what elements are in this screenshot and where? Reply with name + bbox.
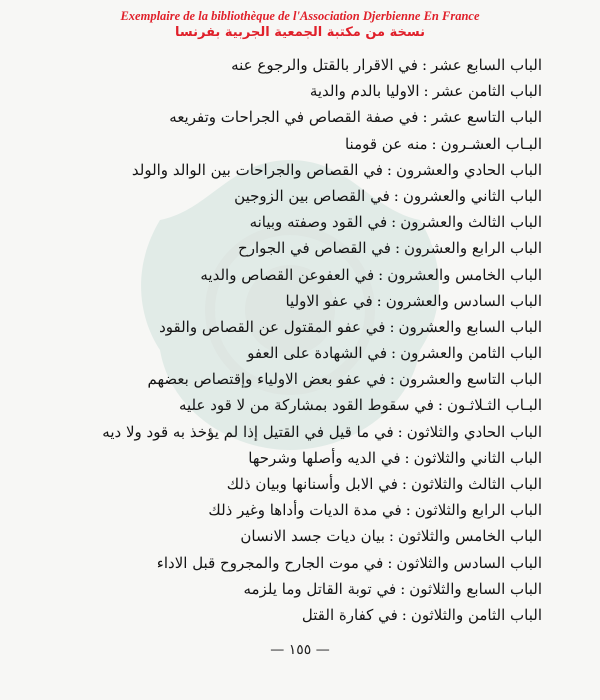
toc-entry	[2, 131, 542, 157]
chapter-label: الباب التاسع عشر	[431, 108, 542, 127]
separator: :	[393, 186, 399, 205]
toc-entry	[2, 366, 542, 392]
toc-entry	[2, 157, 542, 183]
chapter-title: في موت الجارح والمجروح قبل الاداء	[156, 553, 384, 572]
chapter-label: الباب السابع عشر	[431, 56, 542, 74]
chapter-label: الباب السابع والثلاثون	[409, 579, 542, 598]
separator: :	[405, 501, 411, 520]
toc-entry	[2, 262, 542, 288]
toc-entry	[2, 183, 542, 209]
chapter-title: في الديه وأصلها وشرحها	[248, 448, 401, 467]
chapter-title: في القصاص بين الزوجين	[234, 186, 390, 205]
separator: :	[437, 396, 443, 415]
chapter-label: الباب السادس والثلاثون	[396, 553, 542, 572]
chapter-title: في الابل وأسنانها وبيان ذلك	[226, 475, 398, 493]
separator: :	[389, 317, 395, 336]
chapter-label: الباب الرابع والعشرون	[404, 239, 542, 258]
chapter-label: الباب الثالث والعشرون	[400, 213, 542, 232]
separator: :	[401, 475, 407, 493]
toc-entry	[2, 288, 542, 314]
chapter-title: في عفو بعض الاولياء وإقتصاص بعضهم	[147, 370, 386, 389]
chapter-label: الباب السادس والعشرون	[385, 291, 542, 310]
stamp-line-arabic: نسخة من مكتبة الجمعية الجربية بفرنسا	[175, 25, 425, 40]
chapter-label: الباب الثامن والثلاثون	[410, 605, 542, 624]
separator: :	[397, 422, 403, 441]
toc-entry	[2, 314, 542, 340]
toc-entry	[2, 550, 542, 576]
toc-entry	[2, 78, 542, 104]
toc-entry	[2, 340, 542, 366]
page-number: — ١٥٥ —	[270, 642, 330, 658]
chapter-label: الباب السابع والعشرون	[398, 317, 542, 336]
chapter-title: في ما قيل في القتيل إذا لم يؤخذ به قود ولا ديه	[102, 422, 394, 441]
chapter-label: الباب الخامس والعشرون	[387, 265, 542, 284]
separator: :	[400, 579, 406, 598]
separator: :	[378, 265, 384, 284]
toc-entry	[2, 392, 542, 418]
chapter-label: الباب الحادي والعشرون	[395, 160, 542, 179]
separator: :	[394, 239, 401, 258]
separator: :	[431, 134, 437, 153]
toc-entry	[2, 471, 542, 497]
separator: :	[401, 605, 407, 624]
table-of-contents	[2, 52, 542, 628]
chapter-title: في عفو المقتول عن القصاص والقود	[159, 317, 386, 336]
chapter-label: الباب التاسع والعشرون	[398, 370, 542, 389]
separator: :	[404, 448, 410, 467]
chapter-label: الباب الثاني والعشرون	[402, 186, 542, 205]
chapter-label: الباب الثامن عشر	[432, 82, 542, 101]
chapter-title: منه عن قومنا	[344, 134, 428, 153]
toc-entry	[2, 419, 542, 445]
separator: :	[376, 291, 382, 310]
separator: :	[423, 82, 429, 101]
chapter-title: في سقوط القود بمشاركة من لا قود عليه	[178, 396, 434, 415]
chapter-label: البـاب الثـلاثـون	[446, 396, 542, 415]
chapter-label: الباب الثامن والعشرون	[400, 344, 542, 363]
separator: :	[391, 213, 397, 232]
chapter-title: في عفو الاوليا	[285, 291, 373, 310]
toc-entry	[2, 235, 542, 261]
separator: :	[388, 527, 394, 546]
chapter-title: في الاقرار بالقتل والرجوع عنه	[231, 56, 418, 74]
stamp-line-french: Exemplaire de la bibliothèque de l'Association Djerbienne En France	[120, 9, 480, 23]
toc-entry	[2, 52, 542, 78]
chapter-label: الباب الخامس والثلاثون	[397, 527, 542, 546]
toc-entry	[2, 523, 542, 549]
toc-entry	[2, 576, 542, 602]
chapter-title: في توبة القاتل وما يلزمه	[243, 579, 397, 598]
separator: :	[389, 370, 395, 389]
chapter-title: في الشهادة على العفو	[247, 344, 388, 363]
separator: :	[386, 160, 392, 179]
chapter-label: الباب الحادي والثلاثون	[406, 422, 542, 441]
chapter-label: الباب الرابع والثلاثون	[414, 501, 542, 520]
chapter-title: الاوليا بالدم والدية	[309, 82, 420, 101]
chapter-label: الباب الثالث والثلاثون	[410, 475, 542, 493]
chapter-title: في صفة القصاص في الجراحات وتفريعه	[169, 108, 419, 127]
chapter-label: الباب الثاني والثلاثون	[413, 448, 542, 467]
chapter-title: في القود وصفته وبيانه	[249, 213, 388, 232]
separator: :	[391, 344, 397, 363]
separator: :	[421, 56, 428, 74]
separator: :	[387, 553, 393, 572]
toc-entry	[2, 445, 542, 471]
chapter-title: في العفوعن القصاص والديه	[200, 265, 375, 284]
library-stamp	[80, 8, 520, 42]
toc-entry	[2, 104, 542, 130]
chapter-title: في القصاص في الجوارح	[238, 239, 391, 258]
chapter-title: في مدة الديات وأداها وغير ذلك	[208, 501, 402, 520]
chapter-title: في كفارة القتل	[301, 605, 398, 624]
toc-entry	[2, 209, 542, 235]
chapter-label: البـاب العشـرون	[440, 134, 542, 153]
separator: :	[422, 108, 428, 127]
chapter-title: في القصاص والجراحات بين الوالد والولد	[131, 160, 383, 179]
chapter-title: بيان ديات جسد الانسان	[240, 527, 385, 546]
toc-entry	[2, 497, 542, 523]
toc-entry	[2, 602, 542, 628]
